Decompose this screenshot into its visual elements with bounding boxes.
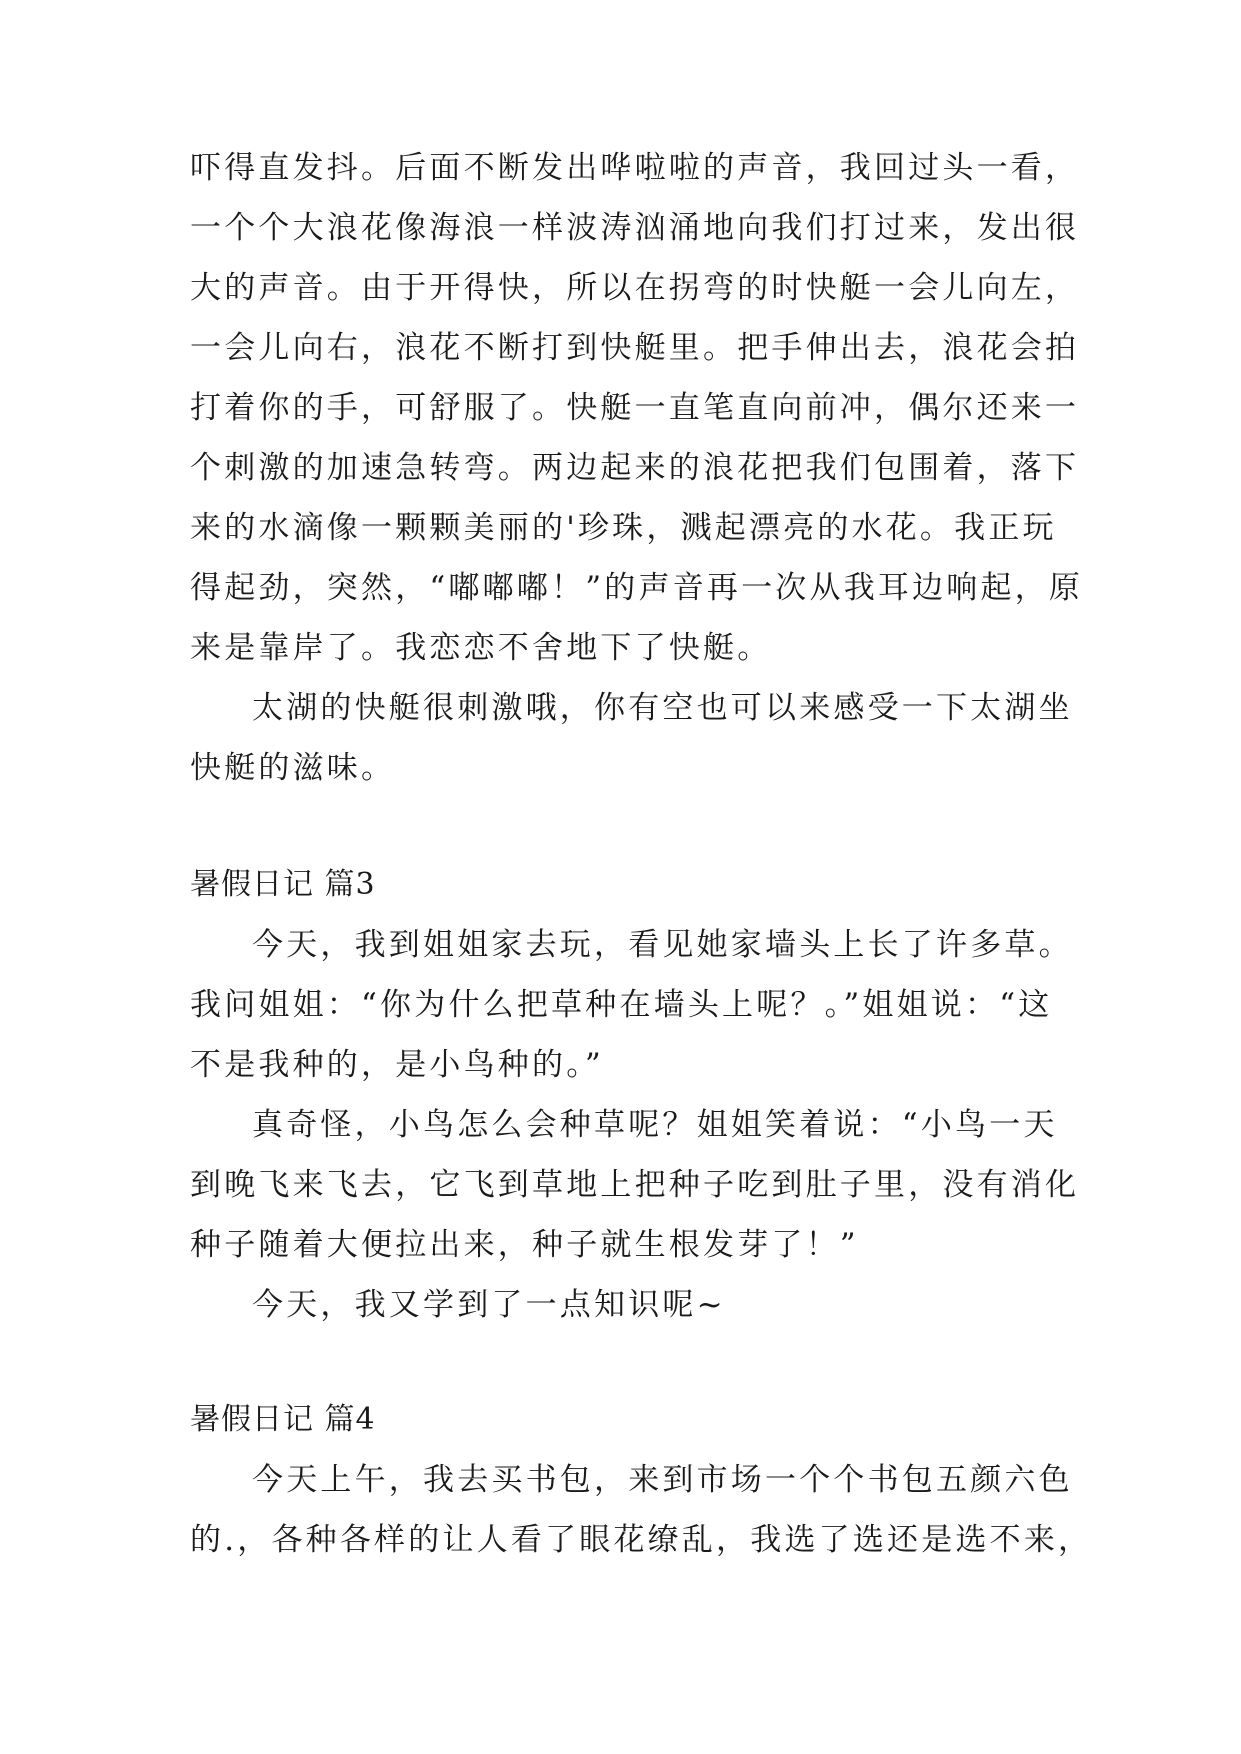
paragraph-line: 种子随着大便拉出来，种子就生根发芽了！” [190,1227,859,1263]
paragraph-line: 一个个大浪花像海浪一样波涛汹涌地向我们打过来，发出很 [190,210,1080,246]
paragraph-line: 大的声音。由于开得快，所以在拐弯的时快艇一会儿向左， [190,270,1080,306]
paragraph-line: 吓得直发抖。后面不断发出哗啦啦的声音，我回过头一看， [190,150,1080,186]
paragraph-line: 不是我种的，是小鸟种的。” [190,1047,604,1083]
paragraph-line: 到晚飞来飞去，它飞到草地上把种子吃到肚子里，没有消化 [190,1167,1080,1203]
paragraph-line: 来是靠岸了。我恋恋不舍地下了快艇。 [190,630,772,666]
paragraph-line: 今天上午，我去买书包，来到市场一个个书包五颜六色 [252,1462,1073,1498]
paragraph-line: 一会儿向右，浪花不断打到快艇里。把手伸出去，浪花会拍 [190,330,1080,366]
paragraph-line: 太湖的快艇很刺激哦，你有空也可以来感受一下太湖坐 [252,690,1073,726]
paragraph-line: 来的水滴像一颗颗美丽的'珍珠，溅起漂亮的水花。我正玩 [190,510,1057,546]
paragraph-line: 今天，我又学到了一点知识呢~ [252,1287,726,1323]
paragraph-line: 真奇怪，小鸟怎么会种草呢？姐姐笑着说：“小鸟一天 [252,1107,1058,1143]
paragraph-line: 个刺激的加速急转弯。两边起来的浪花把我们包围着，落下 [190,450,1080,486]
paragraph-line: 今天，我到姐姐家去玩，看见她家墙头上长了许多草。 [252,927,1073,963]
paragraph-line: 打着你的手，可舒服了。快艇一直笔直向前冲，偶尔还来一 [190,390,1080,426]
paragraph-line: 我问姐姐：“你为什么把草种在墙头上呢？。”姐姐说：“这 [190,987,1053,1023]
paragraph-line: 快艇的滋味。 [190,750,396,786]
section-heading: 暑假日记 篇4 [190,1402,376,1437]
section-heading: 暑假日记 篇3 [190,867,376,902]
paragraph-line: 得起劲，突然，“嘟嘟嘟！”的声音再一次从我耳边响起，原 [190,570,1084,606]
paragraph-line: 的.，各种各样的让人看了眼花缭乱，我选了选还是选不来， [190,1522,1093,1558]
